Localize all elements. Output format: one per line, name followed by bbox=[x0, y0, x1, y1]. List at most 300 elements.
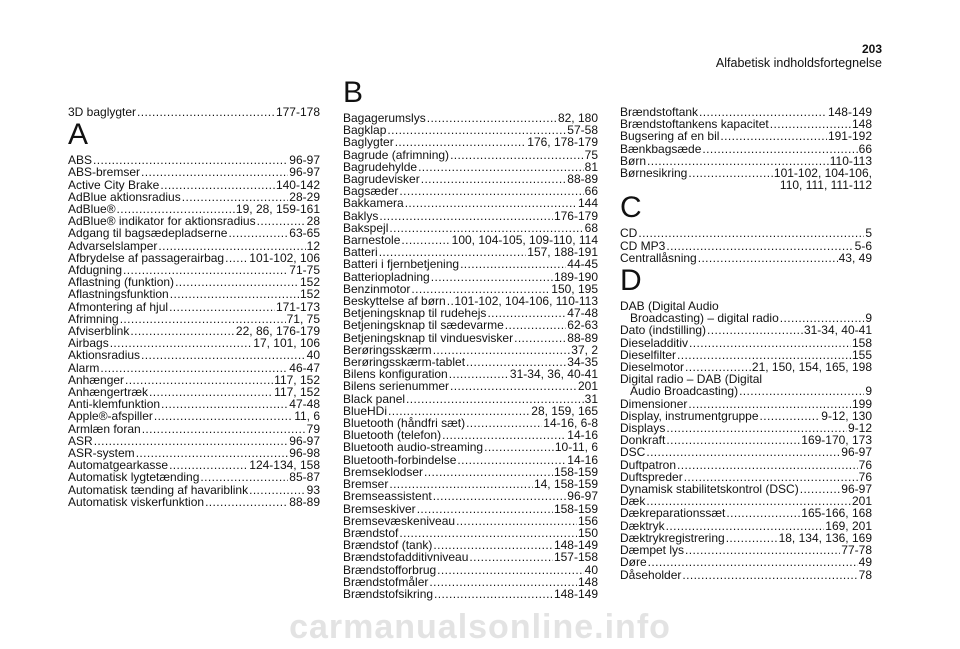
leader-dots bbox=[702, 143, 857, 155]
index-pages: 31-34, 40-41 bbox=[803, 323, 872, 338]
index-term: Bilens serienummer bbox=[343, 379, 450, 394]
index-term: Afrimning bbox=[68, 311, 119, 326]
index-pages: 40 bbox=[584, 562, 598, 577]
index-pages: 14, 158-159 bbox=[533, 477, 598, 492]
index-term: Bagrudehylde bbox=[343, 159, 418, 174]
index-pages: 66 bbox=[858, 141, 872, 156]
index-term: Bakspejl bbox=[343, 220, 389, 235]
index-term: Armlæn foran bbox=[68, 421, 141, 436]
leader-dots bbox=[450, 149, 584, 161]
index-pages: 158 bbox=[851, 335, 872, 350]
index-pages: 43, 49 bbox=[838, 250, 872, 265]
index-term: Bluetooth (telefon) bbox=[343, 428, 442, 443]
index-entry bbox=[343, 441, 598, 453]
index-term: Dæmpet lys bbox=[620, 543, 685, 558]
index-entry bbox=[620, 252, 872, 264]
index-term: Dieselfilter bbox=[620, 347, 677, 362]
index-pages: 71, 75 bbox=[286, 311, 320, 326]
index-pages: 96-97 bbox=[841, 482, 872, 497]
leader-dots bbox=[175, 276, 299, 288]
index-pages: 47-48 bbox=[289, 397, 320, 412]
index-entry bbox=[343, 588, 598, 600]
leader-dots bbox=[205, 496, 288, 508]
index-column-3 bbox=[620, 106, 872, 581]
index-pages: 46-47 bbox=[289, 360, 320, 375]
leader-dots bbox=[142, 423, 306, 435]
index-term: Betjeningsknap til sædevarme bbox=[343, 318, 504, 333]
index-pages: 28, 159, 165 bbox=[531, 403, 598, 418]
index-pages: 10-11, 6 bbox=[554, 440, 598, 455]
leader-dots bbox=[666, 434, 800, 446]
index-term: Brændstof bbox=[343, 525, 399, 540]
index-column-1 bbox=[68, 106, 320, 508]
leader-dots bbox=[130, 325, 235, 337]
index-pages: 191-192 bbox=[827, 129, 872, 144]
index-pages: 88-89 bbox=[567, 172, 598, 187]
index-entry bbox=[620, 569, 872, 581]
index-pages: 148 bbox=[577, 574, 598, 589]
index-term: Bremseassistent bbox=[343, 489, 432, 504]
index-pages: 150, 195 bbox=[551, 281, 598, 296]
index-term: Apple®-afspiller bbox=[68, 409, 153, 424]
index-entry bbox=[68, 496, 320, 508]
index-pages: 96-98 bbox=[289, 446, 320, 461]
index-term: Advarselslamper bbox=[68, 238, 158, 253]
index-term: Betjeningsknap til rudehejs bbox=[343, 306, 487, 321]
leader-dots bbox=[431, 271, 553, 283]
index-term: Bagklap bbox=[343, 123, 387, 138]
leader-dots bbox=[484, 441, 554, 453]
index-pages: 189-190 bbox=[553, 269, 598, 284]
index-term: Batteri bbox=[343, 245, 378, 260]
index-pages: 93 bbox=[306, 482, 320, 497]
index-pages: 22, 86, 176-179 bbox=[235, 324, 320, 339]
index-term: ASR bbox=[68, 433, 93, 448]
index-pages: 158-159 bbox=[553, 464, 598, 479]
index-entry bbox=[343, 551, 598, 563]
index-term: Display, instrumentgruppe bbox=[620, 408, 759, 423]
index-term: Bremseskiver bbox=[343, 501, 416, 516]
index-entry bbox=[68, 349, 320, 361]
leader-dots bbox=[434, 588, 553, 600]
index-pages: 101-102, 106 bbox=[249, 250, 320, 265]
index-entry bbox=[68, 166, 320, 178]
index-term: Automatgearkasse bbox=[68, 458, 169, 473]
index-pages: 14-16 bbox=[567, 428, 598, 443]
leader-dots bbox=[682, 569, 857, 581]
index-term: Dækreparationssæt bbox=[620, 506, 726, 521]
index-pages: 78 bbox=[858, 567, 872, 582]
page-title: Alfabetisk indholdsfortegnelse bbox=[715, 56, 882, 70]
index-term: Bagagerumslys bbox=[343, 111, 426, 125]
leader-dots bbox=[646, 446, 840, 458]
index-term: Bluetooth-forbindelse bbox=[343, 452, 457, 467]
leader-dots bbox=[726, 507, 800, 519]
index-term: AdBlue aktionsradius bbox=[68, 189, 181, 204]
leader-dots bbox=[395, 136, 527, 148]
index-term: CD MP3 bbox=[620, 238, 666, 253]
index-entry bbox=[620, 130, 872, 142]
index-pages: 68 bbox=[584, 220, 598, 235]
index-pages: 100, 104-105, 109-110, 114 bbox=[451, 233, 598, 248]
index-pages: 88-89 bbox=[289, 494, 320, 509]
leader-dots bbox=[160, 179, 275, 191]
index-pages: 82, 180 bbox=[557, 111, 598, 125]
index-entry bbox=[68, 301, 320, 313]
index-pages: 18, 134, 136, 169 bbox=[778, 530, 872, 545]
index-term: Bremser bbox=[343, 477, 389, 492]
index-pages: 63-65 bbox=[289, 226, 320, 241]
index-pages: 57-58 bbox=[567, 123, 598, 138]
leader-dots bbox=[648, 556, 858, 568]
index-term: Anhængertræk bbox=[68, 385, 149, 400]
index-pages: 5 bbox=[865, 226, 872, 241]
index-term: Duftspreder bbox=[620, 469, 683, 484]
index-term: Brændstofsikring bbox=[343, 586, 434, 601]
index-term: Dimensioner bbox=[620, 396, 688, 411]
index-column-2 bbox=[343, 78, 598, 600]
index-pages: 40 bbox=[306, 348, 320, 363]
leader-dots bbox=[688, 167, 773, 179]
index-pages: 28 bbox=[306, 214, 320, 229]
index-entry bbox=[620, 434, 872, 446]
index-entry bbox=[343, 564, 598, 576]
leader-dots bbox=[505, 319, 567, 331]
index-entry bbox=[620, 337, 872, 349]
index-term: ASR-system bbox=[68, 446, 135, 461]
index-entry bbox=[620, 483, 872, 495]
index-term: Bakkamera bbox=[343, 196, 404, 211]
index-term: Batteriopladning bbox=[343, 269, 430, 284]
watermark: carmanualsonline.info bbox=[289, 608, 671, 646]
index-pages: 156 bbox=[577, 513, 598, 528]
leader-dots bbox=[466, 417, 542, 429]
index-term: Automatisk tænding af havariblink bbox=[68, 482, 249, 497]
index-pages: 96-97 bbox=[289, 165, 320, 180]
index-entry: Audio Broadcasting) ..... 9 bbox=[620, 385, 872, 397]
index-term: Brændstofforbrug bbox=[343, 562, 437, 577]
index-pages: 199 bbox=[851, 396, 872, 411]
leader-dots bbox=[100, 362, 288, 374]
index-term: Baklys bbox=[343, 208, 379, 223]
index-term: Baglygter bbox=[343, 135, 394, 150]
index-term: Dato (indstilling) bbox=[620, 323, 707, 338]
leader-dots bbox=[720, 130, 827, 142]
index-pages: 148 bbox=[851, 117, 872, 132]
index-term: Airbags bbox=[68, 336, 109, 351]
index-entry bbox=[68, 240, 320, 252]
leader-dots bbox=[460, 258, 566, 270]
index-term: Børn bbox=[620, 153, 647, 168]
index-term: Dæk bbox=[620, 494, 646, 509]
index-pages: 11, 6 bbox=[294, 409, 320, 424]
index-term: Brændstof (tank) bbox=[343, 538, 433, 553]
index-term: Dåseholder bbox=[620, 567, 682, 582]
index-entry bbox=[620, 324, 872, 336]
leader-dots bbox=[149, 386, 273, 398]
leader-dots bbox=[689, 337, 851, 349]
index-pages: 101-102, 104-106, 110-113 bbox=[454, 294, 598, 309]
leader-dots bbox=[456, 515, 577, 527]
index-pages: 34-35 bbox=[567, 355, 598, 370]
index-pages: 110-113 bbox=[829, 153, 872, 168]
index-term: Benzinmotor bbox=[343, 281, 411, 296]
index-pages: 144 bbox=[577, 196, 598, 211]
index-pages: 169-170, 173 bbox=[801, 433, 872, 448]
index-pages: 176, 178-179 bbox=[527, 135, 598, 150]
index-term: Displays bbox=[620, 421, 666, 436]
leader-dots bbox=[726, 532, 778, 544]
index-entry bbox=[343, 258, 598, 270]
index-term: Automatisk lygtetænding bbox=[68, 470, 200, 485]
index-pages: 88-89 bbox=[567, 330, 598, 345]
index-pages: 155 bbox=[851, 347, 872, 362]
index-entry bbox=[68, 288, 320, 300]
index-term: Bagsæder bbox=[343, 184, 399, 199]
leader-dots bbox=[666, 240, 853, 252]
index-term: DSC bbox=[620, 445, 646, 460]
index-entry bbox=[343, 271, 598, 283]
index-entry bbox=[68, 179, 320, 191]
leader-dots bbox=[698, 252, 838, 264]
index-entry bbox=[343, 210, 598, 222]
index-pages: 77-78 bbox=[841, 543, 872, 558]
leader-dots bbox=[449, 368, 509, 380]
index-pages: 148-149 bbox=[553, 538, 598, 553]
index-entry bbox=[68, 227, 320, 239]
index-term: Bluetooth audio-streaming bbox=[343, 440, 484, 455]
index-entry: 3D baglygter ..... 177-178 bbox=[68, 106, 320, 118]
index-term: Black panel bbox=[343, 391, 406, 406]
index-pages: 37, 2 bbox=[571, 342, 598, 357]
leader-dots bbox=[158, 240, 305, 252]
index-term: Anhænger bbox=[68, 372, 125, 387]
index-pages: 96-97 bbox=[289, 153, 320, 168]
index-pages: 96-97 bbox=[289, 433, 320, 448]
index-entry bbox=[343, 149, 598, 161]
leader-dots bbox=[418, 161, 584, 173]
leader-dots bbox=[677, 459, 858, 471]
leader-dots bbox=[225, 252, 248, 264]
index-pages: 157-158 bbox=[553, 550, 598, 565]
index-pages: 152 bbox=[299, 275, 320, 290]
leader-dots bbox=[707, 324, 803, 336]
index-pages: 124-134, 158 bbox=[249, 458, 320, 473]
index-pages: 5-6 bbox=[854, 238, 872, 253]
index-term: Bluetooth (håndfri sæt) bbox=[343, 416, 466, 431]
index-pages: 12 bbox=[306, 238, 320, 253]
index-pages: 165-166, 168 bbox=[801, 506, 872, 521]
index-pages: 47-48 bbox=[567, 306, 598, 321]
index-entry-line: DAB (Digital Audio bbox=[620, 299, 719, 314]
index-term: Afbrydelse af passagerairbag bbox=[68, 250, 225, 265]
index-term: Dynamisk stabilitetskontrol (DSC) bbox=[620, 482, 799, 497]
leader-dots bbox=[760, 410, 821, 422]
index-term: Afmontering af hjul bbox=[68, 299, 169, 314]
leader-dots bbox=[800, 483, 841, 495]
leader-dots bbox=[685, 544, 840, 556]
index-term: Aflastning (funktion) bbox=[68, 275, 175, 290]
section-letter-b: B bbox=[343, 76, 364, 109]
index-term: Dieselmotor bbox=[620, 360, 685, 375]
index-term: CD bbox=[620, 226, 638, 241]
index-pages: 21, 150, 154, 165, 198 bbox=[751, 360, 872, 375]
index-term: Beskyttelse af børn bbox=[343, 294, 446, 309]
index-entry bbox=[620, 143, 872, 155]
index-entry-line: Digital radio – DAB (Digital bbox=[620, 372, 763, 387]
index-term: Batteri i fjernbetjening bbox=[343, 257, 460, 272]
leader-dots bbox=[421, 173, 567, 185]
index-term: Brændstoftank bbox=[620, 105, 699, 119]
index-pages: 81 bbox=[584, 159, 598, 174]
index-pages: 101-102, 104-106, bbox=[773, 166, 872, 181]
index-pages: 76 bbox=[858, 469, 872, 484]
index-term: AdBlue® bbox=[68, 202, 116, 217]
index-term: Brændstofadditivniveau bbox=[343, 550, 469, 565]
index-entry bbox=[620, 240, 872, 252]
index-term: Alarm bbox=[68, 360, 100, 375]
index-term: Aktionsradius bbox=[68, 348, 141, 363]
index-pages: 79 bbox=[306, 421, 320, 436]
leader-dots bbox=[433, 490, 567, 502]
index-pages: 96-97 bbox=[567, 489, 598, 504]
index-term: Dieseladditiv bbox=[620, 335, 689, 350]
index-term: Anti-klemfunktion bbox=[68, 397, 161, 412]
index-entry bbox=[68, 410, 320, 422]
index-entry-continuation: 110, 111, 111-112 bbox=[779, 178, 872, 193]
index-term: AdBlue® indikator for aktionsradius bbox=[68, 214, 256, 229]
index-pages: 169, 201 bbox=[825, 518, 872, 533]
index-pages: 9-12, 130 bbox=[821, 408, 872, 423]
index-term: Berøringsskærm bbox=[343, 342, 432, 357]
index-pages: 76 bbox=[858, 457, 872, 472]
index-entry: Broadcasting) – digital radio ..... 9 bbox=[620, 312, 872, 324]
index-pages: 148-149 bbox=[827, 105, 872, 119]
index-term: ABS bbox=[68, 153, 93, 168]
index-term: Berøringsskærm-tablet bbox=[343, 355, 466, 370]
index-term: Dæktryk bbox=[620, 518, 665, 533]
leader-dots bbox=[514, 332, 566, 344]
index-pages: 66 bbox=[584, 184, 598, 199]
index-term: Automatisk viskerfunktion bbox=[68, 494, 205, 509]
index-entry bbox=[343, 197, 598, 209]
index-term: Afdugning bbox=[68, 263, 123, 278]
index-pages: 176-179 bbox=[553, 208, 598, 223]
leader-dots bbox=[427, 112, 557, 124]
leader-dots bbox=[379, 210, 553, 222]
index-term: Afviserblink bbox=[68, 324, 130, 339]
index-pages: 71-75 bbox=[289, 263, 320, 278]
index-pages: 28-29 bbox=[289, 189, 320, 204]
index-term: Bremseklodser bbox=[343, 464, 424, 479]
leader-dots bbox=[169, 301, 275, 313]
index-pages: 117, 152 bbox=[274, 385, 320, 400]
index-entry bbox=[620, 544, 872, 556]
index-term: Bugsering af en bil bbox=[620, 129, 720, 144]
index-term: Bagrude (afrimning) bbox=[343, 147, 450, 162]
index-entry bbox=[620, 556, 872, 568]
index-pages: 152 bbox=[299, 287, 320, 302]
index-pages: 158-159 bbox=[553, 501, 598, 516]
index-entry bbox=[620, 446, 872, 458]
index-pages: 14-16 bbox=[567, 452, 598, 467]
index-pages: 44-45 bbox=[567, 257, 598, 272]
section-letter-c: C bbox=[620, 191, 642, 225]
index-term: ABS-bremser bbox=[68, 165, 141, 180]
leader-dots bbox=[450, 380, 577, 392]
leader-dots bbox=[469, 551, 553, 563]
leader-dots bbox=[399, 185, 583, 197]
index-pages: 140-142 bbox=[275, 177, 320, 192]
index-pages: 148-149 bbox=[553, 586, 598, 601]
index-pages: 201 bbox=[851, 494, 872, 509]
index-entry bbox=[343, 380, 598, 392]
index-pages: 85-87 bbox=[289, 470, 320, 485]
index-term: Barnestole bbox=[343, 233, 401, 248]
leader-dots bbox=[200, 471, 288, 483]
index-term: BlueHDi bbox=[343, 403, 388, 418]
index-entry bbox=[620, 227, 872, 239]
index-entry bbox=[343, 503, 598, 515]
leader-dots bbox=[228, 227, 288, 239]
leader-dots bbox=[457, 454, 566, 466]
leader-dots bbox=[405, 197, 577, 209]
leader-dots bbox=[141, 166, 288, 178]
index-term: Betjeningsknap til vinduesvisker bbox=[343, 330, 514, 345]
index-pages: 62-63 bbox=[567, 318, 598, 333]
index-term: Adgang til bagsædepladserne bbox=[68, 226, 228, 241]
index-entry bbox=[343, 319, 598, 331]
index-pages: 201 bbox=[577, 379, 598, 394]
index-pages: 17, 101, 106 bbox=[253, 336, 320, 351]
leader-dots bbox=[170, 288, 299, 300]
index-term: Donkraft bbox=[620, 433, 666, 448]
leader-dots bbox=[141, 349, 306, 361]
index-entry bbox=[620, 507, 872, 519]
leader-dots bbox=[154, 410, 293, 422]
leader-dots bbox=[161, 398, 288, 410]
index-term: Centrallåsning bbox=[620, 250, 697, 265]
page-number: 203 bbox=[861, 42, 882, 56]
leader-dots bbox=[437, 564, 583, 576]
index-term: Active City Brake bbox=[68, 177, 160, 192]
index-pages: 14-16, 6-8 bbox=[543, 416, 598, 431]
index-term: Brændstofmåler bbox=[343, 574, 429, 589]
index-term: Bænkbagsæde bbox=[620, 141, 702, 156]
index-term: Aflastningsfunktion bbox=[68, 287, 169, 302]
index-entry bbox=[343, 136, 598, 148]
index-pages: 19, 28, 159-161 bbox=[235, 202, 320, 217]
leader-dots bbox=[401, 234, 450, 246]
index-term: Bagrudevisker bbox=[343, 172, 420, 187]
index-term: Dæktrykregistrering bbox=[620, 530, 725, 545]
index-pages: 31 bbox=[584, 391, 598, 406]
index-pages: 9-12 bbox=[847, 421, 872, 436]
index-entry bbox=[68, 423, 320, 435]
index-term: Døre bbox=[620, 555, 647, 570]
index-pages: 75 bbox=[584, 147, 598, 162]
index-term: Bilens konfiguration bbox=[343, 367, 448, 382]
index-pages: 49 bbox=[858, 555, 872, 570]
index-pages: 157, 188-191 bbox=[527, 245, 598, 260]
section-letter-d: D bbox=[620, 264, 642, 298]
index-term: Bremsevæskeniveau bbox=[343, 513, 456, 528]
index-pages: 96-97 bbox=[841, 445, 872, 460]
index-term: Brændstoftankens kapacitet bbox=[620, 117, 769, 132]
leader-dots bbox=[417, 503, 553, 515]
index-entry bbox=[68, 471, 320, 483]
leader-dots bbox=[638, 227, 864, 239]
